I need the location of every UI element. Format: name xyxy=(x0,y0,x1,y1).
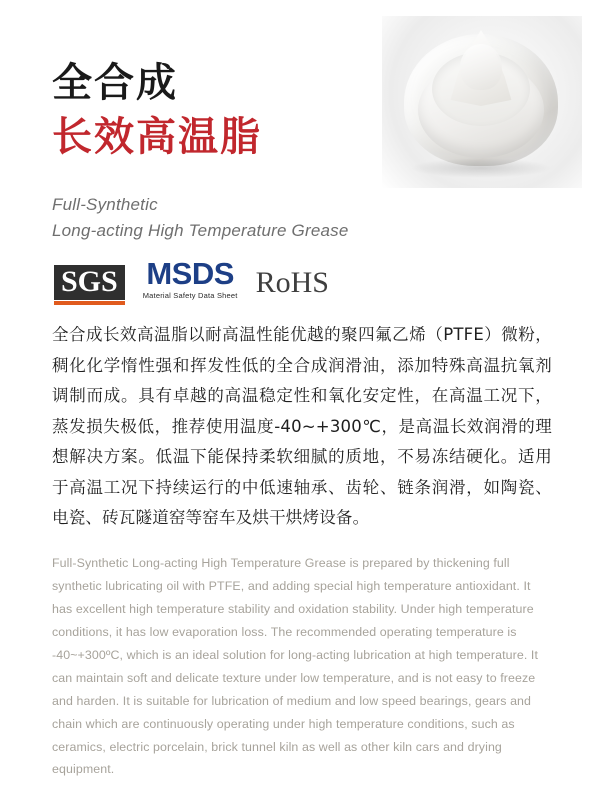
photo-shadow xyxy=(410,158,552,178)
page-subtitle-en-line2: Long-acting High Temperature Grease xyxy=(52,221,349,241)
page-title-cn-line1: 全合成 xyxy=(52,60,178,106)
msds-icon xyxy=(143,258,238,300)
certification-logos xyxy=(54,258,329,300)
page-title-cn-line2: 长效高温脂 xyxy=(52,114,262,160)
grease-swirl xyxy=(460,44,502,90)
msds-label: MSDS xyxy=(146,256,234,291)
msds-sublabel: Material Safety Data Sheet xyxy=(142,291,238,300)
page-subtitle-en-line1: Full-Synthetic xyxy=(52,195,158,214)
description-en: Full-Synthetic Long-acting High Temperature Grease is prepared by thickening full synthetic lubricating oil with PTFE, and adding special high temperature antioxidant. It has excellent high temperature stability and oxidation stability. Under high temperature conditions, it has low evaporation loss. The recommended operating temperature is -40~+300ºC, which is an ideal solution for long-acting lubrication at high temperature. It can maintain soft and delicate texture under low temperature, and is not easy to freeze and harden. It is suitable for lubrication of medium and low speed bearings, gears and chain which are continuously operating under high temperature conditions, such as ceramics, electric porcelain, brick tunnel kiln as well as other kiln cars and drying equipment. xyxy=(52,556,539,777)
description-cn: 全合成长效高温脂以耐高温性能优越的聚四氟乙烯（PTFE）微粉，稠化化学惰性强和挥发性低的全合成润滑油，添加特殊高温抗氧剂调制而成。具有卓越的高温稳定性和氧化安定性，在高温工况下，蒸发损失极低，推荐使用温度-40~+300℃，是高温长效润滑的理想解决方案。低温下能保持柔软细腻的质地，不易冻结硬化。适用于高温工况下持续运行的中低速轴承、齿轮、链条润滑，如陶瓷、电瓷、砖瓦隧道窑等窑车及烘干烘烤设备。 xyxy=(52,325,552,528)
title-block xyxy=(52,58,412,245)
rohs-icon: RoHS xyxy=(255,265,329,299)
page-subtitle-en xyxy=(52,192,412,245)
sgs-icon: SGS xyxy=(54,265,125,300)
product-photo xyxy=(382,16,582,188)
